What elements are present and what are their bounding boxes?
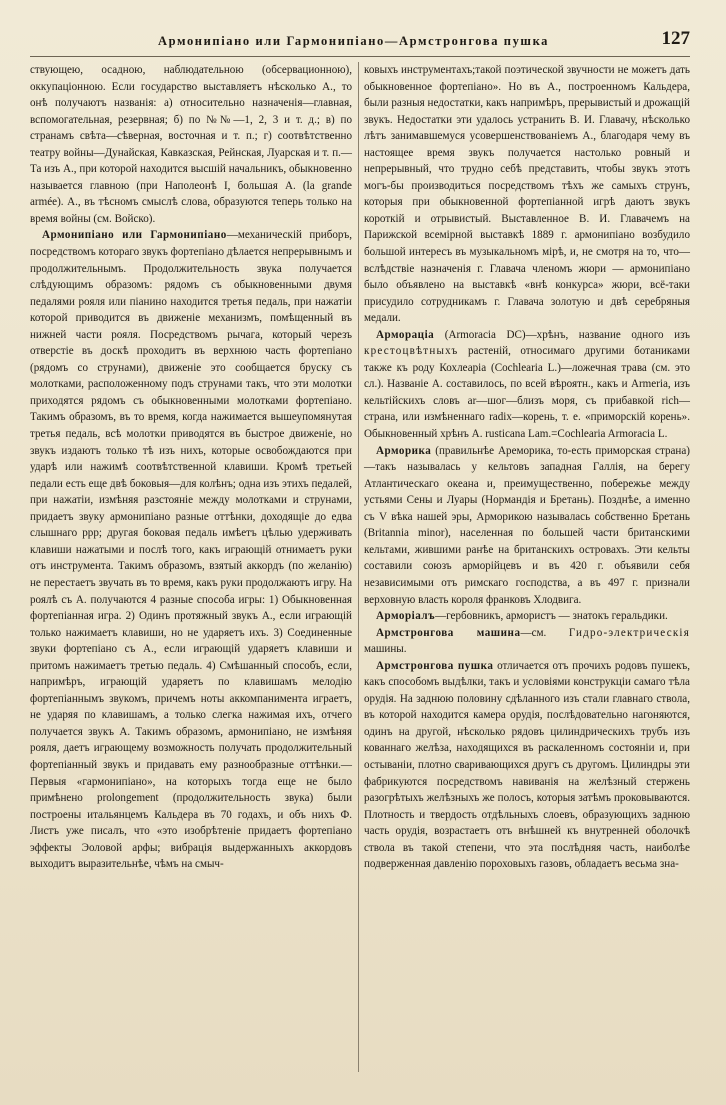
entry-armoracia-text-b: растенiй, относимаго другими ботаниками также къ роду Кохлеарiа (Cochlearia L.)—ложечная трава (см. это сл.). Названiе А. составилось, по всей вѣроятн., какъ и Armeria, изъ кельтiйскихъ словъ ar—шог—близъ моря, съ прибавкой rich—страна, или измѣненнаго radix—корень, т. е. «приморскiй корень». Обыкновенный хрѣнъ A. rusticana Lam.=Cochlearia Armoracia L. [364,345,690,441]
entry-armorial [364,608,690,625]
entry-armstrong-machine [364,625,690,658]
entry-armonipiano [30,227,352,872]
entry-armstrong-gun-text: отличается отъ прочихъ родовъ пушекъ, какъ способомъ выдѣлки, такъ и условiями конструкцiи самаго тѣла орудiя. На заднюю половину сдѣланного изъ стали главнаго ствола, въ которой находится камера орудiя, послѣдовательно нагоняются, одинъ на другой, нѣсколько рядовъ цилиндрическихъ трубъ изъ кованнаго желѣза, находящихся въ раскаленномъ состоянiи и, при остыванiи, плотно сваривающихся другъ съ другомъ. Цилиндры эти фабрикуются посредствомъ навиванiя на желѣзный стержень разогрѣтыхъ желѣзныхъ же полосъ, которыя затѣмъ проковываются. Плотность и твердость отдѣльныхъ слоевъ, образующихъ заднюю часть орудiя, возрастаетъ отъ внѣшней къ внутренней оболочкѣ ствола въ такой степени, что эта послѣдняя часть, наиболѣе подверженная давленiю пороховыхъ газовъ, обладаетъ весьма зна- [364,659,691,871]
headword-armorika: Арморика [376,444,432,457]
headword-armonipiano: Армонипiано или Гармонипiано [42,229,227,242]
headword-armstrong-machine: Армстронгова машина [376,626,521,639]
entry-armoracia-spaced: крестоцвѣтныхъ [364,345,459,358]
entry-armoracia-text-a: (Armoracia DC)—хрѣнъ, название одного изъ [434,328,690,341]
entry-armorika [364,443,690,608]
column-divider [358,62,359,1072]
left-column [30,62,352,1072]
entry-armorial-text: —гербовникъ, армористъ — знатокъ геральдики. [435,610,668,623]
entry-armonipiano-continuation: ковыхъ инструментахъ;такой поэтической звучности не можетъ дать обыкновенное фортепiано». Но въ А., построенномъ Кальдера, были разныя недостатки, какъ напримѣръ, прерывистый и дрожащiй звукъ. Недостатки эти удалось устранить В. И. Главачу, нѣсколько лѣтъ занимавшемуся усовершенствованiемъ А., благодаря чему въ настоящее время звукъ получается настолько ровный и непрерывный, что трудно себѣ представить, чтобы звукъ этотъ могъ-бы производиться посредствомъ тѣхъ же самыхъ струнъ, которыя при обыкновенной фортепiанной игрѣ даютъ звукъ короткiй и отрывистый. Выставленное В. И. Главачемъ на Парижской всемiрной выставкѣ 1889 г. армонипiано возбудило большой интересъ въ музыкальномъ мiрѣ, и, не смотря на то, что—вслѣдствiе назначенiя г. Главача членомъ жюри — армонипiано было объявлено на выставкѣ «внѣ конкурса» жюри, всё-таки присудило сотрудникамъ г. Главача золотую и двѣ серебряныя медали. [364,64,690,325]
entry-armiya-continuation: ствующею, осадною, наблюдательною (обсервационною), оккупацiонною. Если государство выставляетъ нѣсколько А., то онѣ получаютъ названiя: а) относительно назначенiя—главная, вспомогательная, резервная; б) по №№—1, 2, 3 и т. д.; в) по странамъ свѣта—сѣверная, восточная и т. п.; г) соотвѣтственно театру войны—Дунайская, Кавказская, Рейнская, Луарская и т. п.—Та изъ А., при которой находится высшiй начальникъ, обыкновенно называется главною (при Наполеонѣ I, большая А. (la grande armée). А., въ тѣсномъ смыслѣ слова, образуются теперь только на время войны (см. Войско). [30,64,352,225]
entry-armstrong-machine-link: Гидро-электрическiя [568,626,690,639]
right-column [364,62,690,1072]
running-head: Армонипiано или Гармонипiано—Армстронгова пушка [158,34,550,48]
entry-armstrong-machine-text-a: —см. [520,626,569,639]
entry-armoracia [364,327,690,443]
headword-armstrong-gun: Армстронгова пушка [376,659,494,672]
page-header [30,28,690,54]
page-number: 127 [661,28,690,49]
entry-armorika-text: (правильнѣе Ареморика, то-есть приморская страна)—такъ называлась у кельтовъ западная Галлiя, на берегу Атлантическаго океана и, преимущественно, побережье между устьями Сены и Луары (Нормандiя и Бретань). Позднѣе, а именно съ V вѣка нашей эры, Арморикою называлась собственно Бретань (Britannia minor), населенная по большей части британскими кельтами, жившими ранѣе на британскихъ островахъ. Эти кельты составили союзъ арморiйцевъ и въ 420 г. объявили себя независимыми отъ римскаго господства, а въ 497 г. признали верховную власть короля франковъ Хлодвига. [364,444,690,606]
entry-armstrong-machine-text-b: машины. [364,643,407,656]
entry-armonipiano-text: —механическiй приборъ, посредствомъ котораго звукъ фортепiано дѣлается непрерывнымъ и продолжительнымъ. Продолжительность звука получается слѣдующимъ образомъ: рядомъ съ обыкновенными двумя педалями рояля или пiанино находится третья педаль, при нажатiи которой приводится въ движенiе механизмъ, помѣщенный въ нижней части рояля. Посредствомъ рычага, который черезъ отверстiе въ доскѣ проходитъ въ верхнюю часть фортепiано (рядомъ со струнами), движенiе это сообщается бруску съ молотками, расположенному подъ струнами такъ, что эти молотки приходятся рядомъ съ обыкновенными молотками фортепiано. Такимъ образомъ, въ то время, когда нажимается вышеупомянутая третья педаль, всѣ молотки приводятся въ быстрое движенiе, но звукъ издаютъ только тѣ изъ нихъ, которые освобождаются при ударѣ или нажимѣ соотвѣтственной клавиши. Кромѣ третьей педали есть еще двѣ боковыя—для колѣнъ; одна изъ этихъ педалей, при нажатiи, измѣняя разстоянiе между молотками и струнами, придаетъ звуку армонипiано разные оттѣнки, доходящiе до едва слышнаго ppp; другая боковая педаль имѣетъ цѣлью удерживать клавиши нажатыми и послѣ того, какъ играющiй отнимаетъ руки отъ инструмента. Такимъ образомъ, взятый аккордъ (по желанiю) не перестаетъ звучать въ то время, какъ руки продолжаютъ игру. На роялѣ съ А. получаются 4 разные способа игры: 1) Обыкновенная фортепiанная игра. 2) Одинъ протяжный звукъ А., если играющiй только нажимаетъ клавиши, но не ударяетъ ихъ. 3) Соединенные звуки фортепiано съ А., если играющiй ударяетъ клавиши и притомъ нажимаетъ третью педаль. 4) Смѣшанный способъ, если, напримѣръ, играющiй ударяетъ по клавишамъ мелодiю фортепiаннымъ звукомъ, причемъ ноты аккомпанимента играетъ, не ударяя по клавишамъ, а только слегка нажимая ихъ, отчего получается звукъ А. Такимъ образомъ, армонипiано, не измѣняя рояля, даетъ играющему возможность получать продолжительный фортепiанный звукъ и придавать ему разнообразные оттѣнки.—Первыя «гармонипiано», на которыхъ тогда еще не было примѣнено prolongement (продолжительность звука) были построены итальянцемъ Кальдера въ 70 годахъ, и объ нихъ Ф. Листъ уже писалъ, что «это изобрѣтенiе придаетъ фортепiано эффекты Эоловой арфы; вибрацiя выдержанныхъ аккордовъ выходитъ выразительнѣе, чѣмъ на смыч- [30,229,353,871]
header-rule [30,56,690,57]
entry-armstrong-gun [364,658,690,873]
headword-armorial: Арморiалъ [376,610,436,623]
headword-armoracia: Армораціа [376,328,435,341]
